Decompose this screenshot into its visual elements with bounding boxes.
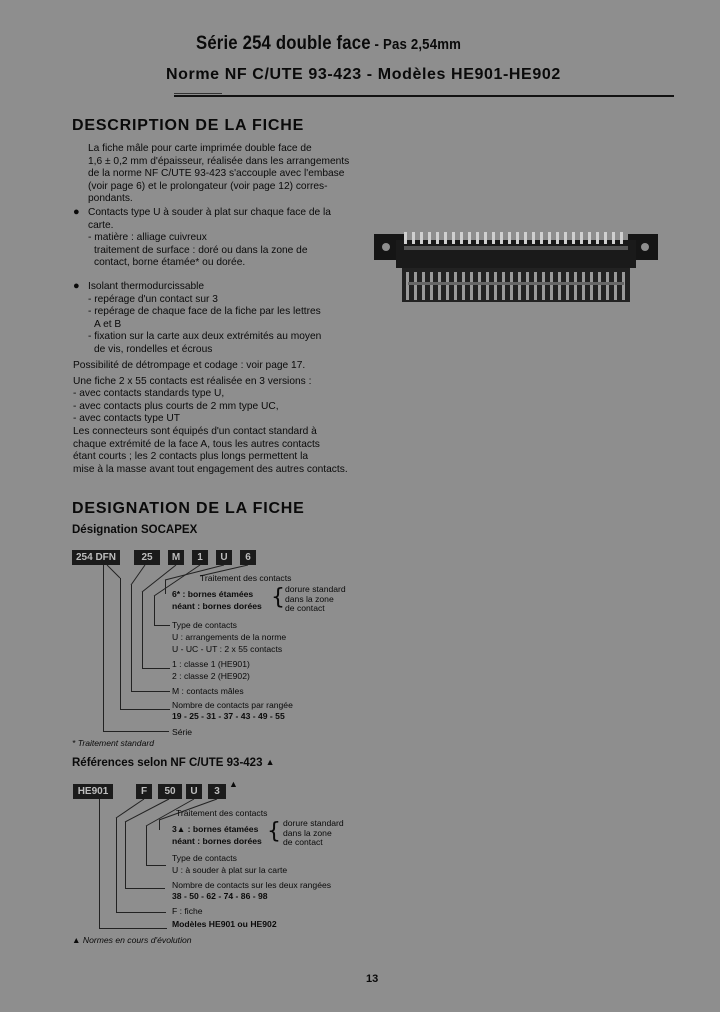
connector-pin — [476, 232, 479, 244]
connector-pin — [590, 272, 593, 300]
connector-pin — [446, 272, 449, 300]
code-box-classe: 1 — [192, 550, 208, 565]
dorure-line: dans la zone — [285, 593, 334, 604]
ref-type-label: Type de contacts — [172, 853, 237, 863]
title-sep: - — [370, 36, 383, 53]
connector-pin — [532, 232, 535, 244]
tail-line: - avec contacts standards type U, — [73, 388, 225, 400]
connector-pin — [620, 232, 623, 244]
bullet2-line: A et B — [94, 318, 122, 330]
ref-box-fiche: F — [136, 784, 152, 799]
leader-line — [146, 826, 147, 866]
connector-pin — [484, 232, 487, 244]
socapex-title: Désignation SOCAPEX — [72, 524, 198, 536]
leader-line — [125, 822, 126, 889]
connector-pin — [492, 232, 495, 244]
ref-nombre-label: Nombre de contacts sur les deux rangées — [172, 880, 332, 890]
connector-pin — [550, 272, 553, 300]
connector-pin — [534, 272, 537, 300]
connector-pin — [542, 272, 545, 300]
classe-option: 2 : classe 2 (HE902) — [172, 671, 250, 681]
title-main: Série 254 double face — [196, 33, 371, 54]
nombre-values: 19 - 25 - 31 - 37 - 43 - 49 - 55 — [172, 711, 285, 721]
tail-line: étant courts ; les 2 contacts plus longs permettent la — [73, 451, 309, 463]
connector-pin — [470, 272, 473, 300]
connector-pin — [622, 272, 625, 300]
bullet2-line: Isolant thermodurcissable — [88, 281, 205, 292]
header-rule-mark — [174, 93, 222, 94]
tail-line: - avec contacts plus courts de 2 mm type UC, — [73, 400, 279, 412]
ref-dorure-note — [283, 819, 344, 848]
nombre-label: Nombre de contacts par rangée — [172, 700, 293, 710]
tail-line: Possibilité de détrompage et codage : voir page 17. — [73, 360, 306, 371]
description-bullet1 — [88, 207, 331, 270]
classe-option: 1 : classe 1 (HE901) — [172, 659, 250, 669]
type-option: U - UC - UT : 2 x 55 contacts — [172, 644, 283, 654]
connector-pin — [524, 232, 527, 244]
code-box-male: M — [168, 550, 184, 565]
connector-pin — [438, 272, 441, 300]
traitement-label: Traitement des contacts — [200, 573, 292, 583]
serie-label: Série — [172, 727, 193, 737]
leader-line — [142, 668, 170, 669]
traitement-option: 6* : bornes étamées — [172, 589, 254, 599]
description-tail — [73, 360, 348, 476]
connector-pin — [526, 272, 529, 300]
connector-plug-image — [374, 226, 660, 314]
leader-line — [131, 691, 170, 692]
designation-footnote: * Traitement standard — [72, 738, 154, 748]
ref-box-type: U — [186, 784, 202, 799]
leader-line — [99, 928, 167, 929]
leader-line — [154, 625, 170, 626]
connector-pin — [566, 272, 569, 300]
dorure-line: dans la zone — [283, 827, 332, 838]
connector-pin — [556, 232, 559, 244]
dorure-line: de contact — [283, 837, 323, 847]
connector-pin — [558, 272, 561, 300]
connector-pin — [406, 272, 409, 300]
ref-type-option: U : à souder à plat sur la carte — [172, 865, 288, 875]
connector-pin — [614, 272, 617, 300]
tail-line: - avec contacts type UT — [73, 413, 181, 425]
leader-line — [146, 865, 166, 866]
connector-pin — [588, 232, 591, 244]
bullet2-line: - repérage de chaque face de la fiche par les lettres — [88, 306, 321, 318]
connector-pin — [572, 232, 575, 244]
leader-line — [103, 731, 169, 732]
ref-traitement-label: Traitement des contacts — [176, 808, 268, 818]
code-box-traitement: 6 — [240, 550, 256, 565]
ref-fiche-label: F : fiche — [172, 906, 203, 916]
connector-pin — [414, 272, 417, 300]
bullet1-line: traitement de surface : doré ou dans la zone de — [94, 244, 308, 256]
intro-line: pondants. — [88, 193, 133, 205]
dorure-line: dorure standard — [283, 818, 344, 828]
connector-pin — [502, 272, 505, 300]
connector-pin — [612, 232, 615, 244]
connector-pin — [518, 272, 521, 300]
connector-pin — [580, 232, 583, 244]
bullet2-line: - repérage d'un contact sur 3 — [88, 293, 218, 305]
connector-pin — [452, 232, 455, 244]
male-option: M : contacts mâles — [172, 686, 244, 696]
ref-modeles-label: Modèles HE901 ou HE902 — [172, 919, 277, 929]
connector-pin — [460, 232, 463, 244]
connector-pin — [574, 272, 577, 300]
connector-pin — [422, 272, 425, 300]
bullet1-line: - matière : alliage cuivreux — [88, 232, 207, 244]
ref-traitement-option: 3▲ : bornes étamées — [172, 824, 259, 834]
references-title — [72, 757, 275, 769]
dorure-line: de contact — [285, 603, 325, 613]
connector-pin — [582, 272, 585, 300]
connector-pin — [564, 232, 567, 244]
page-number: 13 — [366, 973, 379, 985]
connector-pin — [510, 272, 513, 300]
intro-line: (voir page 6) et le prolongateur (voir page 12) corres- — [88, 180, 328, 192]
designation-heading: DESIGNATION DE LA FICHE — [72, 500, 305, 517]
leader-line — [120, 709, 170, 710]
connector-pin — [548, 232, 551, 244]
bullet1-line: carte. — [88, 219, 114, 231]
connector-pin — [444, 232, 447, 244]
references-footnote: ▲ Normes en cours d'évolution — [72, 935, 192, 945]
connector-pin — [598, 272, 601, 300]
triangle-icon: ▲ — [265, 757, 275, 767]
connector-pin — [508, 232, 511, 244]
connector-pin — [486, 272, 489, 300]
dorure-note — [285, 585, 346, 614]
code-box-serie: 254 DFN — [72, 550, 120, 565]
bullet1-line: Contacts type U à souder à plat sur chaque face de la — [88, 207, 331, 218]
ref-box-contacts: 50 — [158, 784, 182, 799]
description-intro — [88, 143, 349, 206]
type-label: Type de contacts — [172, 620, 237, 630]
connector-pin — [606, 272, 609, 300]
connector-pin — [454, 272, 457, 300]
tail-line: mise à la masse avant tout engagement des autres contacts. — [73, 463, 348, 475]
intro-line: 1,6 ± 0,2 mm d'épaisseur, réalisée dans les arrangements — [88, 155, 350, 167]
page-subtitle: Norme NF C/UTE 93-423 - Modèles HE901-HE902 — [166, 66, 561, 83]
connector-pin — [428, 232, 431, 244]
connector-pin — [478, 272, 481, 300]
bullet2-line: de vis, rondelles et écrous — [94, 343, 213, 355]
leader-line — [116, 818, 117, 913]
connector-pin — [412, 232, 415, 244]
dorure-line: dorure standard — [285, 584, 346, 594]
tail-line: chaque extrémité de la face A, tous les autres contacts — [73, 438, 320, 450]
connector-pin — [436, 232, 439, 244]
connector-pin — [604, 232, 607, 244]
page-title — [196, 33, 461, 55]
intro-line: de la norme NF C/UTE 93-423 s'accouple avec l'embase — [88, 168, 345, 180]
triangle-icon: ▲ — [229, 779, 238, 789]
connector-pin — [468, 232, 471, 244]
code-box-type: U — [216, 550, 232, 565]
tail-line: Les connecteurs sont équipés d'un contact standard à — [73, 425, 317, 437]
leader-line — [125, 888, 165, 889]
connector-pin — [516, 232, 519, 244]
brace-icon: { — [267, 819, 281, 844]
ref-box-traitement: 3 — [208, 784, 226, 799]
ref-traitement-option: néant : bornes dorées — [172, 836, 262, 846]
connector-pin — [404, 232, 407, 244]
traitement-option: néant : bornes dorées — [172, 601, 262, 611]
header-rule — [174, 95, 674, 97]
ref-nombre-values: 38 - 50 - 62 - 74 - 86 - 98 — [172, 891, 268, 901]
ref-box-modele: HE901 — [73, 784, 113, 799]
description-bullet2 — [88, 281, 321, 357]
code-box-contacts: 25 — [134, 550, 160, 565]
connector-pin — [540, 232, 543, 244]
bullet-icon: ● — [73, 206, 80, 218]
bullet2-line: - fixation sur la carte aux deux extrémités au moyen — [88, 331, 322, 343]
description-heading: DESCRIPTION DE LA FICHE — [72, 117, 305, 134]
connector-pin — [494, 272, 497, 300]
bullet-icon: ● — [73, 280, 80, 292]
connector-pin — [500, 232, 503, 244]
connector-pin — [430, 272, 433, 300]
title-pitch: Pas 2,54mm — [382, 36, 462, 53]
connector-pin — [462, 272, 465, 300]
connector-pin — [420, 232, 423, 244]
leader-line — [116, 912, 166, 913]
tail-line: Une fiche 2 x 55 contacts est réalisée en 3 versions : — [73, 375, 312, 387]
brace-icon: { — [271, 585, 285, 610]
references-title-text: Références selon NF C/UTE 93-423 — [72, 757, 263, 769]
connector-pin — [596, 232, 599, 244]
bullet1-line: contact, borne étamée* ou dorée. — [94, 257, 246, 269]
intro-line: La fiche mâle pour carte imprimée double face de — [88, 143, 312, 154]
type-option: U : arrangements de la norme — [172, 632, 287, 642]
